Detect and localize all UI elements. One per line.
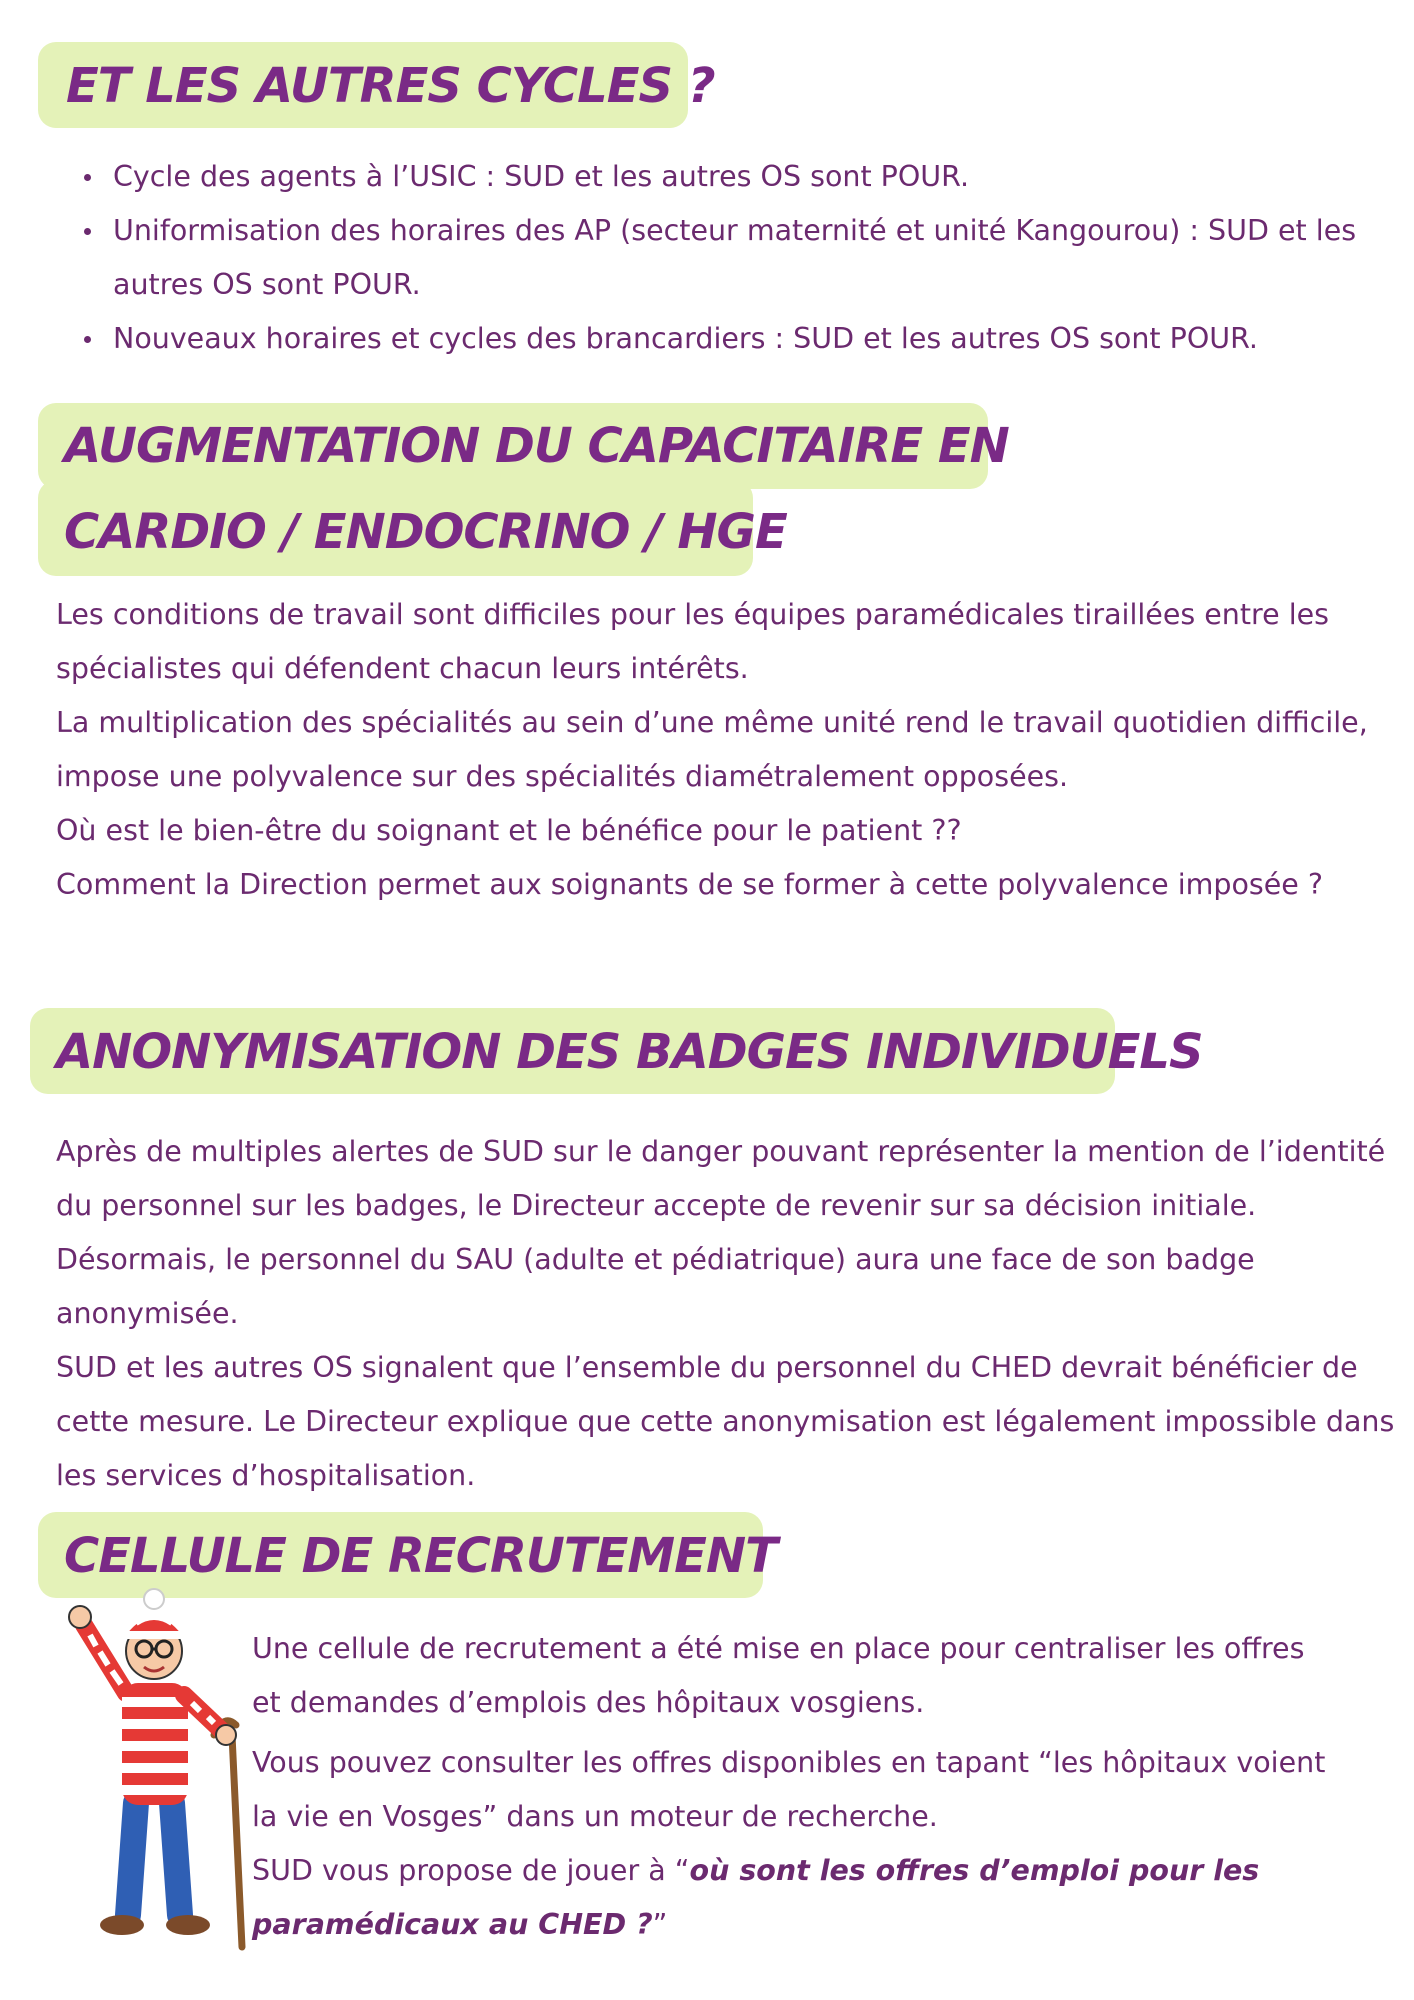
list-item: Nouveaux horaires et cycles des brancardiers : SUD et les autres OS sont POUR. xyxy=(56,312,1396,366)
cycles-list xyxy=(56,150,1396,366)
section-title-capacitaire-line2: CARDIO / ENDOCRINO / HGE xyxy=(64,504,787,560)
paragraph: Après de multiples alertes de SUD sur le danger pouvant représenter la mention de l’identité du personnel sur les badges, le Directeur accepte de revenir sur sa décision initiale. Désormais, le personnel du SAU (adulte et pédiatrique) aura une face de son badge anonymisée. xyxy=(56,1135,1386,1330)
section-title-badges: ANONYMISATION DES BADGES INDIVIDUELS xyxy=(56,1024,1203,1080)
badges-body xyxy=(56,1125,1396,1503)
emphasis: où sont les offres d’emploi pour les paramédicaux au CHED ? xyxy=(252,1854,1260,1941)
recrutement-body xyxy=(252,1622,1332,1952)
paragraph xyxy=(252,1844,1332,1952)
section-title-cycles: ET LES AUTRES CYCLES ? xyxy=(66,58,715,114)
paragraph: SUD et les autres OS signalent que l’ensemble du personnel du CHED devrait bénéficier de cette mesure. Le Directeur explique que cette anonymisation est légalement impossible dans les services d’hospitalisation. xyxy=(56,1351,1395,1492)
waldo-character-illustration xyxy=(64,1585,264,1955)
paragraph: Une cellule de recrutement a été mise en place pour centraliser les offres et demandes d’emplois des hôpitaux vosgiens. xyxy=(252,1632,1305,1719)
list-item: Cycle des agents à l’USIC : SUD et les autres OS sont POUR. xyxy=(56,150,1396,204)
section-title-recrutement: CELLULE DE RECRUTEMENT xyxy=(64,1528,777,1584)
paragraph: Où est le bien-être du soignant et le bénéfice pour le patient ?? xyxy=(56,814,962,847)
paragraph: Les conditions de travail sont difficiles pour les équipes paramédicales tiraillées entre les spécialistes qui défendent chacun leurs intérêts. xyxy=(56,598,1330,685)
text: ” xyxy=(652,1908,668,1941)
paragraph: Vous pouvez consulter les offres disponibles en tapant “les hôpitaux voient la vie en Vosges” dans un moteur de recherche. xyxy=(252,1746,1326,1833)
paragraph: La multiplication des spécialités au sein d’une même unité rend le travail quotidien difficile, impose une polyvalence sur des spécialités diamétralement opposées. xyxy=(56,706,1368,793)
section-title-capacitaire-line1: AUGMENTATION DU CAPACITAIRE EN xyxy=(64,418,1009,474)
text: SUD vous propose de jouer à “ xyxy=(252,1854,690,1887)
paragraph: Comment la Direction permet aux soignants de se former à cette polyvalence imposée ? xyxy=(56,868,1324,901)
list-item: Uniformisation des horaires des AP (secteur maternité et unité Kangourou) : SUD et les autres OS sont POUR. xyxy=(56,204,1396,312)
capacitaire-body xyxy=(56,588,1396,912)
